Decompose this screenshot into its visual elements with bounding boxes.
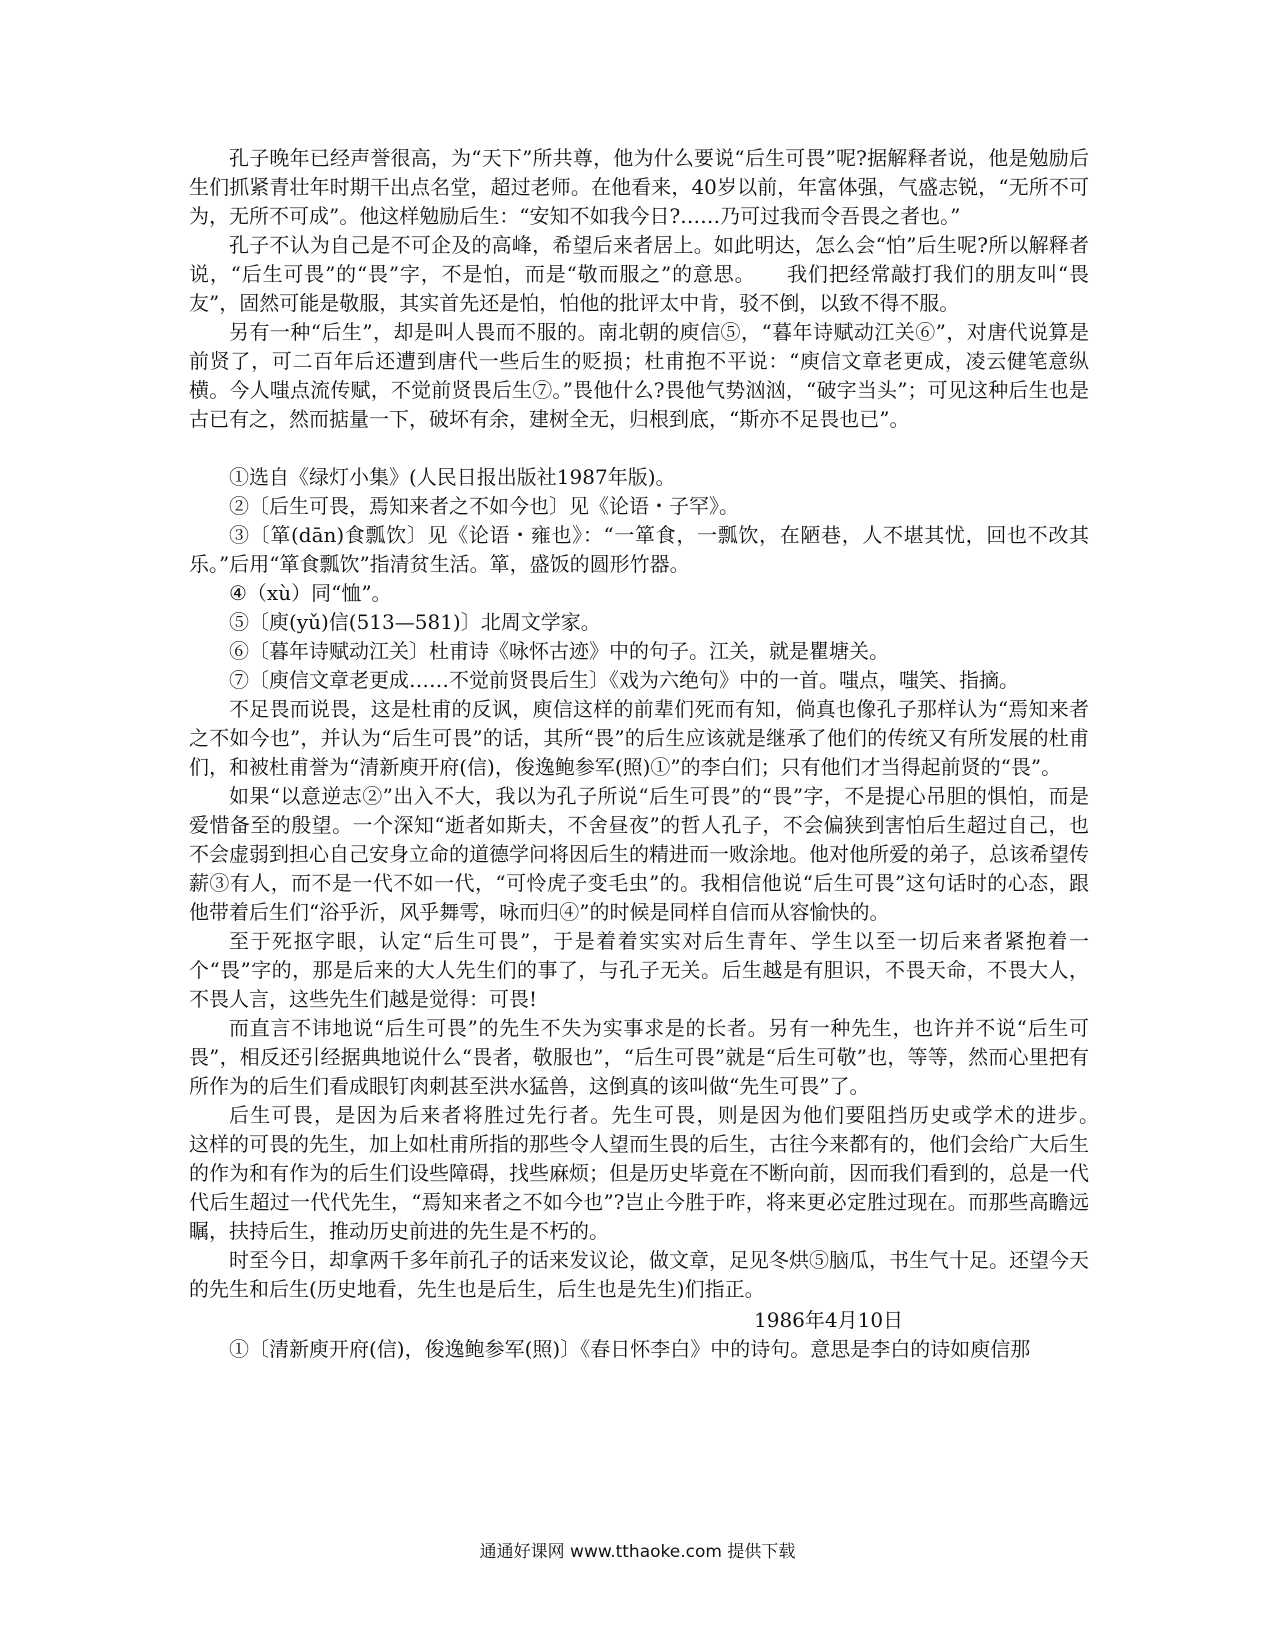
paragraph: 不足畏而说畏，这是杜甫的反讽，庾信这样的前辈们死而有知，倘真也像孔子那样认为“焉知来者之不如今也”，并认为“后生可畏”的话，其所“畏”的后生应该就是继承了他们的传统又有所发展的杜甫们，和被杜甫誉为“清新庾开府(信)，俊逸鲍参军(照)①”的李白们；只有他们才当得起前贤的“畏”。 [189,697,1089,779]
footnote: ①〔清新庾开府(信)，俊逸鲍参军(照)〕《春日怀李白》中的诗句。意思是李白的诗如庾信那 [229,1337,1031,1361]
footnote: ⑦〔庾信文章老更成……不觉前贤畏后生〕《戏为六绝句》中的一首。嗤点，嗤笑、指摘。 [229,668,1019,692]
footnote: ①选自《绿灯小集》(人民日报出版社1987年版)。 [229,465,676,489]
footnote: ⑥〔暮年诗赋动江关〕杜甫诗《咏怀古迹》中的句子。江关，就是瞿塘关。 [229,639,889,663]
paragraph: 另有一种“后生”，却是叫人畏而不服的。南北朝的庾信⑤，“暮年诗赋动江关⑥”，对唐代说算是前贤了，可二百年后还遭到唐代一些后生的贬损；杜甫抱不平说：“庾信文章老更成，凌云健笔意纵横。今人嗤点流传赋，不觉前贤畏后生⑦。”畏他什么?畏他气势汹汹，“破字当头”；可见这种后生也是古已有之，然而掂量一下，破坏有余，建树全无，归根到底，“斯亦不足畏也已”。 [189,320,1089,431]
paragraph: 时至今日，却拿两千多年前孔子的话来发议论，做文章，足见冬烘⑤脑瓜，书生气十足。还望今天的先生和后生(历史地看，先生也是后生，后生也是先生)们指正。 [189,1248,1089,1301]
paragraph: 后生可畏，是因为后来者将胜过先行者。先生可畏，则是因为他们要阻挡历史或学术的进步。 这样的可畏的先生，加上如杜甫所指的那些令人望而生畏的后生，古往今来都有的，他们会给广大后生的作为和有作为的后生们设些障碍，找些麻烦；但是历史毕竟在不断向前，因而我们看到的，总是一代代后生超过一代代先生，“焉知来者之不如今也”?岂止今胜于昨，将来更必定胜过现在。而那些高瞻远瞩，扶持后生，推动历史前进的先生是不朽的。 [189,1103,1129,1243]
paragraph: 至于死抠字眼，认定“后生可畏”，于是着着实实对后生青年、学生以至一切后来者紧抱着一个“畏”字的，那是后来的大人先生们的事了，与孔子无关。后生越是有胆识，不畏天命，不畏大人，不畏人言，这些先生们越是觉得：可畏! [189,929,1089,1011]
footnote: ④（xù）同“恤”。 [229,581,392,605]
main-paragraphs [189,144,1089,434]
paragraph: 孔子不认为自己是不可企及的高峰，希望后来者居上。如此明达，怎么会“怕”后生呢?所以解释者说，“后生可畏”的“畏”字，不是怕，而是“敬而服之”的意思。 我们把经常敲打我们的朋友叫“畏友”，固然可能是敬服，其实首先还是怕，怕他的批评太中肯，驳不倒，以致不得不服。 [189,233,1089,315]
section-gap [189,434,1089,463]
paragraph: 而直言不讳地说“后生可畏”的先生不失为实事求是的长者。另有一种先生，也许并不说“后生可畏”，相反还引经据典地说什么“畏者，敬服也”，“后生可畏”就是“后生可敬”也，等等，然而心里把有所作为的后生们看成眼钉肉刺甚至洪水猛兽，这倒真的该叫做“先生可畏”了。 [189,1016,1089,1098]
article-date: 1986年4月10日 [754,1308,904,1332]
footnote: ②〔后生可畏，焉知来者之不如今也〕见《论语・子罕》。 [229,494,739,518]
page-footer: 通通好课网 www.tthaoke.com 提供下载 [479,1542,796,1562]
continued-paragraphs [189,695,1129,1304]
paragraph: 如果“以意逆志②”出入不大，我以为孔子所说“后生可畏”的“畏”字，不是提心吊胆的惧怕，而是爱惜备至的殷望。一个深知“逝者如斯夫，不舍昼夜”的哲人孔子，不会偏狭到害怕后生超过自己，也不会虚弱到担心自己安身立命的道德学问将因后生的精进而一败涂地。他对他所爱的弟子，总该希望传薪③有人，而不是一代不如一代，“可怜虎子变毛虫”的。我相信他说“后生可畏”这句话时的心态，跟他带着后生们“浴乎沂，风乎舞雩，咏而归④”的时候是同样自信而从容愉快的。 [189,784,1089,924]
footnote: ⑤〔庾(yǔ)信(513—581)〕北周文学家。 [229,610,601,634]
paragraph: 孔子晚年已经声誉很高，为“天下”所共尊，他为什么要说“后生可畏”呢?据解释者说，他是勉励后生们抓紧青壮年时期干出点名堂，超过老师。在他看来，40岁以前，年富体强，气盛志锐，“无所不可为，无所不可成”。他这样勉励后生：“安知不如我今日?……乃可过我而令吾畏之者也。” [189,146,1089,228]
footnote: ③〔箪(dān)食瓢饮〕见《论语・雍也》：“一箪食，一瓢饮，在陋巷，人不堪其忧，回也不改其乐。”后用“箪食瓢饮”指清贫生活。箪，盛饭的圆形竹器。 [189,523,1089,576]
article-body [189,144,1129,1364]
footnotes [189,463,1089,695]
